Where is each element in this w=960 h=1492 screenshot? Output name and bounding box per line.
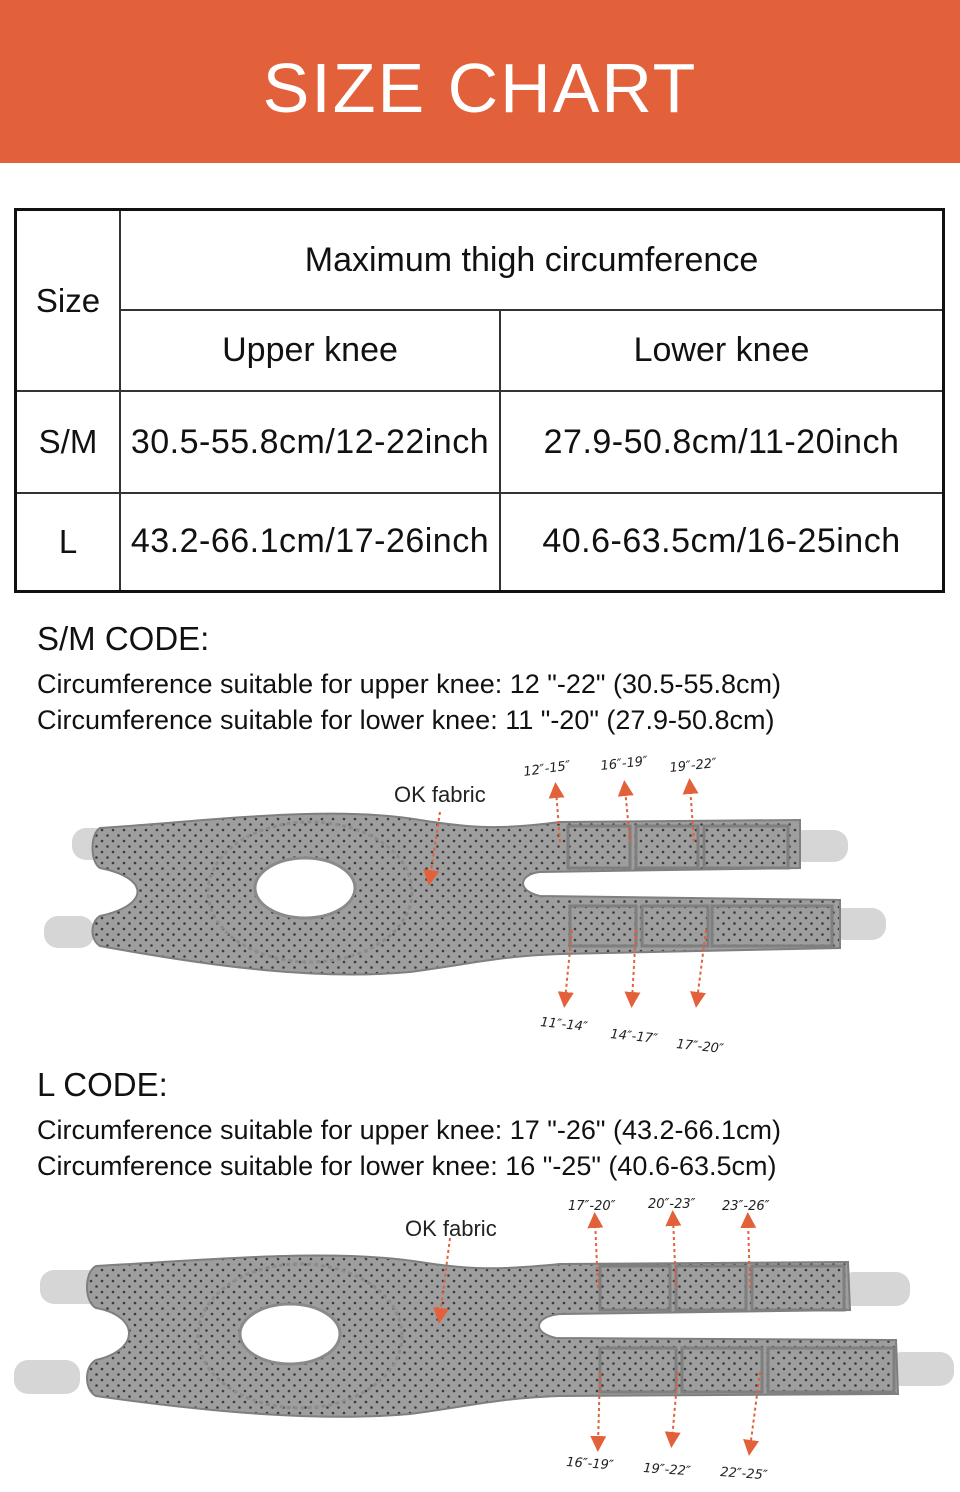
upper-knee-cell: 30.5-55.8cm/12-22inch [120, 391, 500, 493]
header-banner [0, 0, 960, 163]
upper-mark-1: 17″-20″ [568, 1199, 616, 1214]
lower-knee-header: Lower knee [500, 310, 944, 391]
lower-knee-cell: 40.6-63.5cm/16-25inch [500, 493, 944, 591]
upper-knee-header: Upper knee [120, 310, 500, 391]
patella-hole [240, 1304, 340, 1364]
size-cell: L [16, 493, 121, 591]
lower-mark-1: 11″-14″ [539, 1015, 589, 1035]
sm-lower-knee-text: Circumference suitable for lower knee: 11 "-20" (27.9-50.8cm) [37, 705, 775, 735]
thigh-circumference-header: Maximum thigh circumference [120, 210, 944, 311]
sm-code-title: S/M CODE: [37, 620, 210, 657]
lower-mark-2: 19″-22″ [642, 1461, 692, 1480]
upper-knee-cell: 43.2-66.1cm/17-26inch [120, 493, 500, 591]
lower-mark-2: 14″-17″ [609, 1027, 659, 1047]
size-cell: S/M [16, 391, 121, 493]
ok-fabric-label: OK fabric [405, 1216, 497, 1241]
page-title: SIZE CHART [262, 49, 698, 127]
ok-fabric-label: OK fabric [394, 782, 486, 807]
sm-upper-knee-text: Circumference suitable for upper knee: 12 "-22" (30.5-55.8cm) [37, 669, 782, 699]
sm-knee-brace-diagram [0, 750, 960, 1060]
table-row [16, 391, 944, 493]
table-row [16, 493, 944, 591]
size-table [14, 208, 945, 593]
patella-hole [255, 858, 355, 918]
lower-knee-cell: 27.9-50.8cm/11-20inch [500, 391, 944, 493]
upper-mark-2: 16″-19″ [599, 754, 649, 774]
size-column-header: Size [16, 210, 121, 392]
l-lower-knee-text: Circumference suitable for lower knee: 16 "-25" (40.6-63.5cm) [37, 1151, 777, 1181]
upper-mark-3: 19″-22″ [668, 756, 718, 776]
upper-mark-3: 23″-26″ [722, 1199, 770, 1214]
l-code-title: L CODE: [37, 1066, 168, 1103]
upper-mark-1: 12″-15″ [522, 758, 572, 780]
lower-mark-1: 16″-19″ [565, 1455, 615, 1474]
brace-body [93, 814, 841, 975]
l-upper-knee-text: Circumference suitable for upper knee: 17 "-26" (43.2-66.1cm) [37, 1115, 782, 1145]
upper-mark-2: 20″-23″ [648, 1197, 696, 1212]
lower-mark-3: 22″-25″ [719, 1465, 769, 1484]
lower-mark-3: 17″-20″ [675, 1037, 725, 1057]
l-knee-brace-diagram [0, 1190, 960, 1490]
